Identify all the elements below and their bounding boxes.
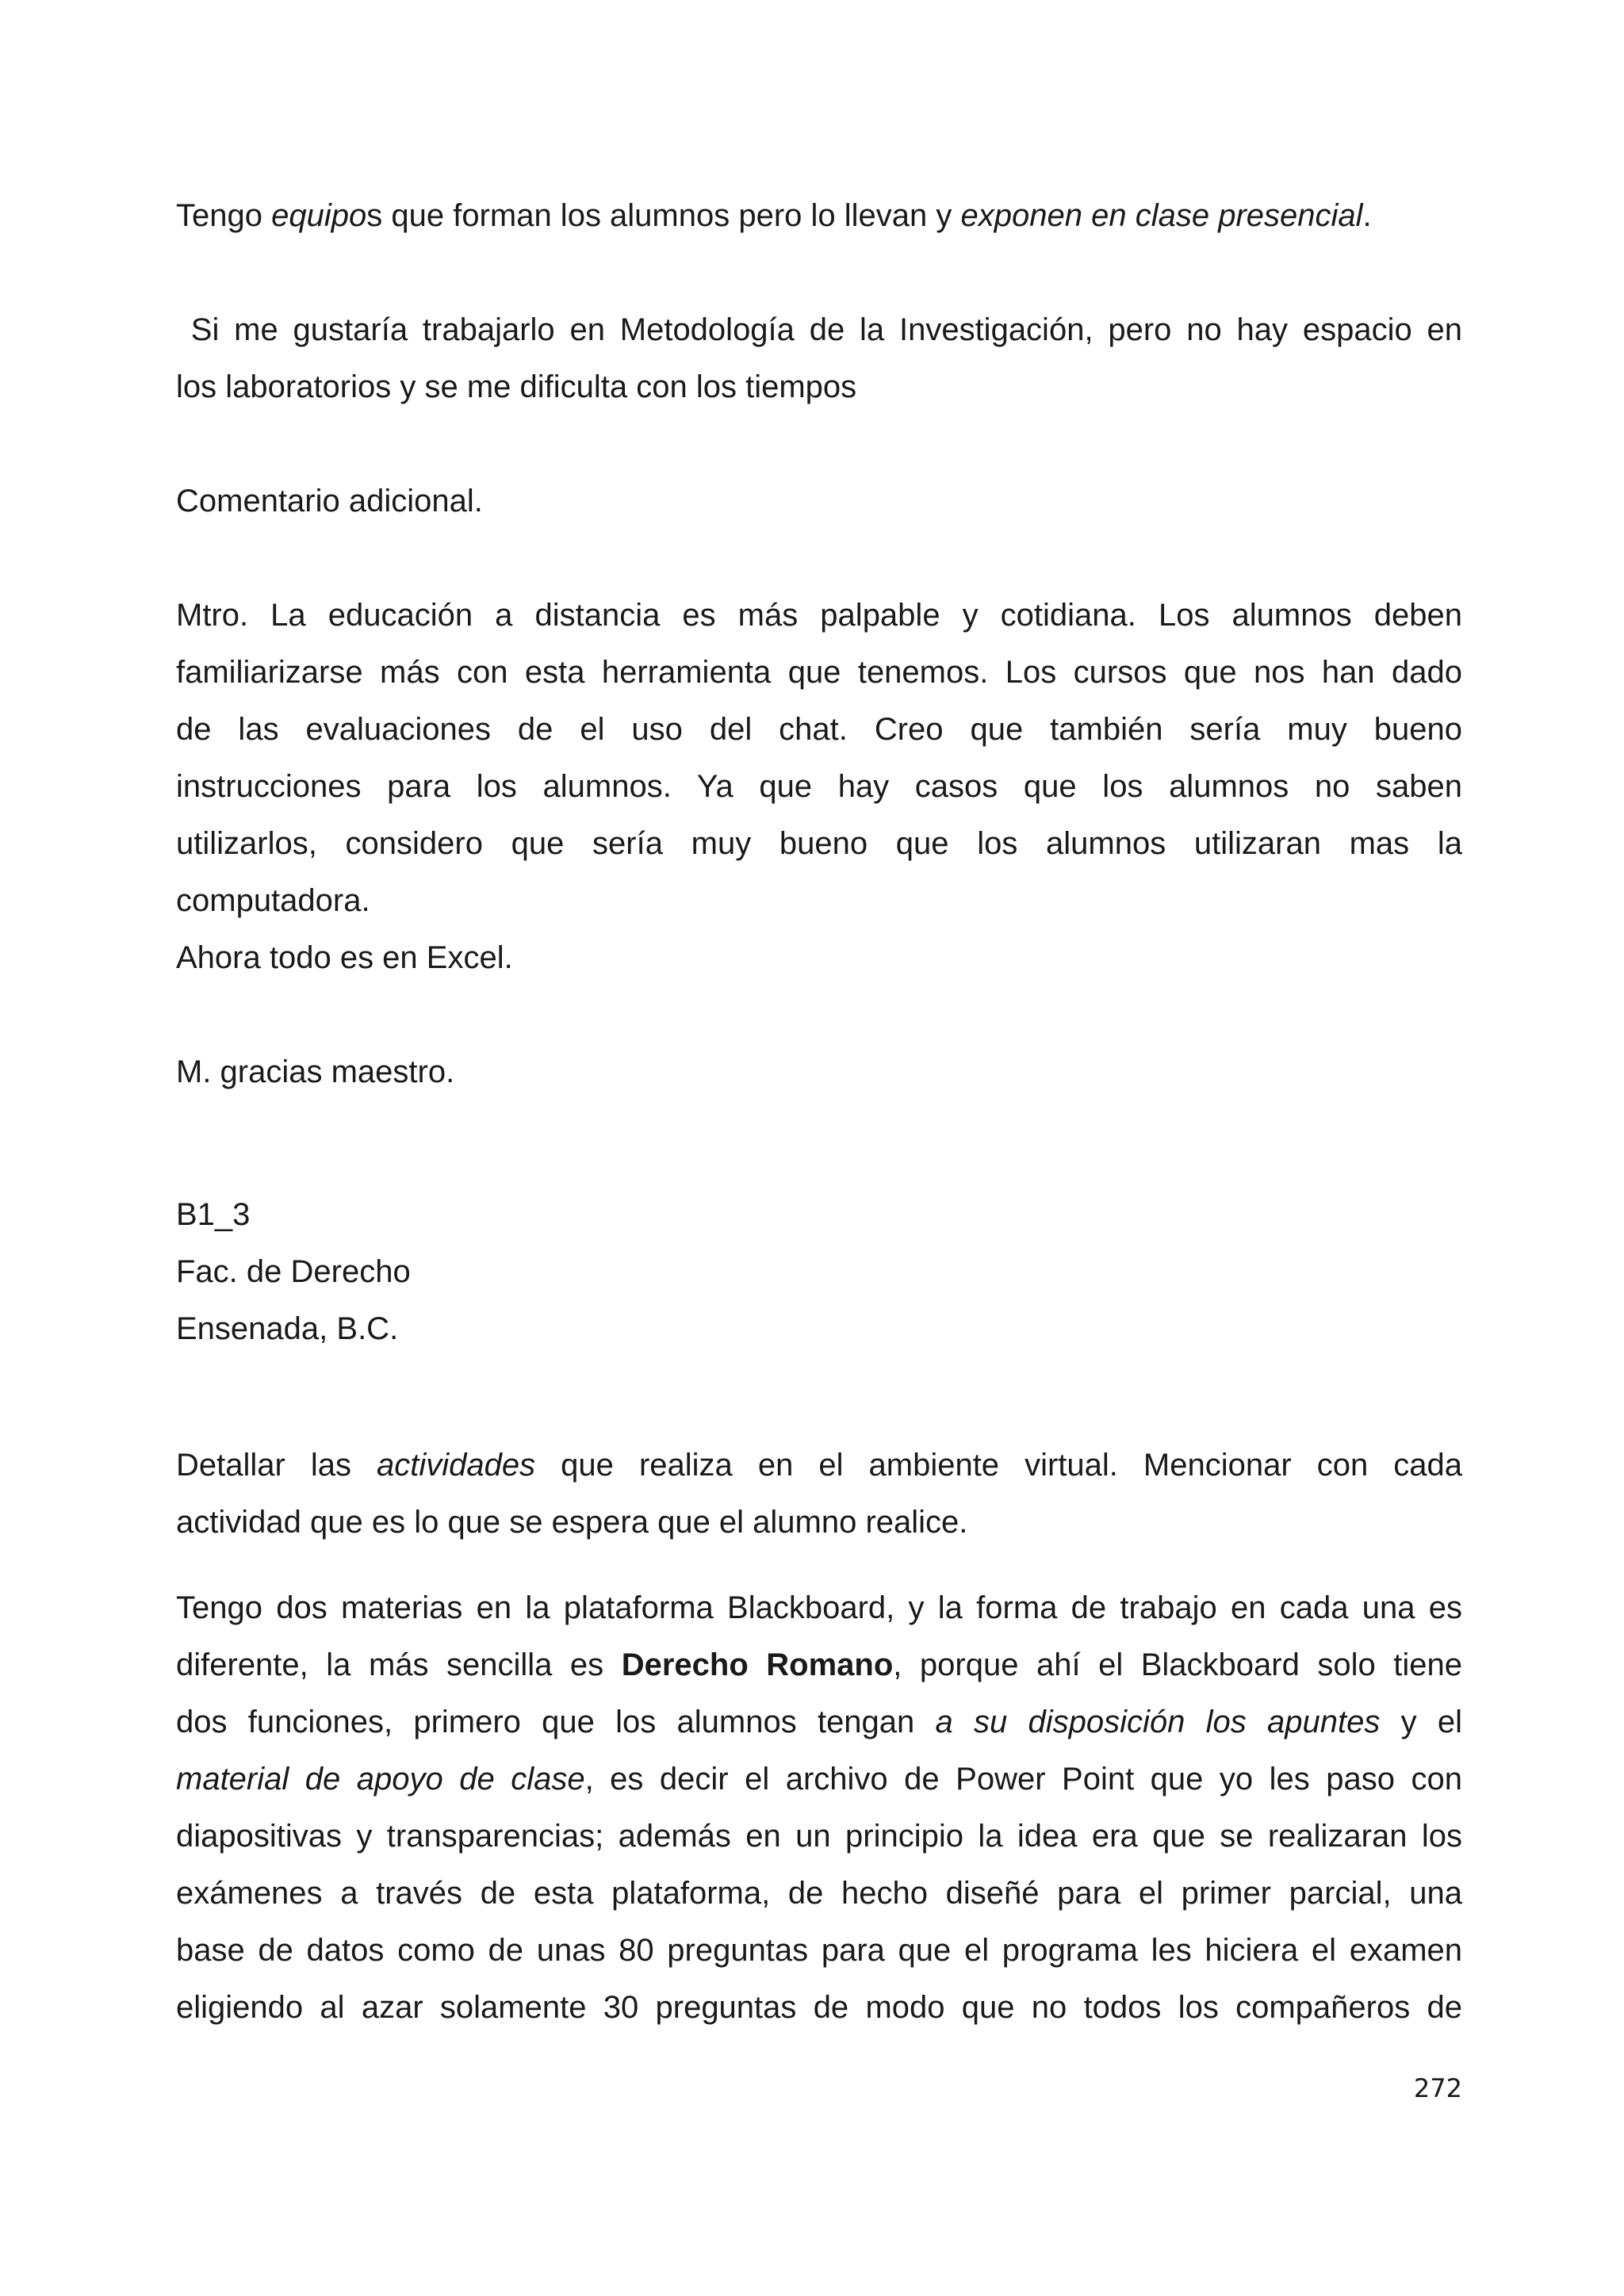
paragraph-equipos [176, 187, 1462, 244]
paragraph-blackboard [176, 1579, 1462, 2036]
text-line: material de apoyo de clase, es decir el archivo de Power Point que yo les paso con [176, 1762, 1462, 1797]
emphasis-equipo: equipo [271, 198, 367, 233]
emphasis-actividades: actividades [377, 1448, 536, 1483]
text-line: instrucciones para los alumnos. Ya que hay casos que los alumnos no saben [176, 769, 1462, 804]
text-line: exámenes a través de esta plataforma, de hecho diseñé para el primer parcial, una [176, 1876, 1462, 1911]
text-line: diapositivas y transparencias; además en un principio la idea era que se realizaran los [176, 1819, 1462, 1854]
paragraph-gracias: M. gracias maestro. [176, 1054, 455, 1089]
bold-derecho-romano: Derecho Romano [621, 1647, 894, 1682]
text-line: eligiendo al azar solamente 30 preguntas de modo que no todos los compañeros de [176, 1990, 1462, 2025]
text-line: Ahora todo es en Excel. [176, 940, 513, 975]
text-line: de las evaluaciones de el uso del chat. Creo que también sería muy bueno [176, 712, 1462, 747]
text-line: los laboratorios y se me dificulta con los tiempos [176, 369, 857, 404]
text-line: Tengo equipos que forman los alumnos pero lo llevan y exponen en clase presencial. [176, 198, 1372, 233]
interview-code: B1_3 [176, 1197, 251, 1232]
paragraph-educacion-distancia [176, 587, 1462, 986]
text-line: Si me gustaría trabajarlo en Metodología de la Investigación, pero no hay espacio en [176, 312, 1462, 347]
faculty-name: Fac. de Derecho [176, 1254, 411, 1289]
text-line: utilizarlos, considero que sería muy bueno que los alumnos utilizaran mas la [176, 826, 1462, 861]
paragraph-detallar-actividades [176, 1437, 1462, 1551]
interview-identifier-block [176, 1186, 1462, 1357]
text-line: computadora. [176, 883, 370, 918]
emphasis-material-apoyo: material de apoyo de clase [176, 1762, 585, 1797]
heading-comentario-adicional: Comentario adicional. [176, 484, 483, 519]
emphasis-exponen: exponen en clase presencial [960, 198, 1363, 233]
text-line: dos funciones, primero que los alumnos tengan a su disposición los apuntes y el [176, 1705, 1463, 1739]
text-line: Mtro. La educación a distancia es más palpable y cotidiana. Los alumnos deben [176, 598, 1462, 633]
text-line: Detallar las actividades que realiza en el ambiente virtual. Mencionar con cada [176, 1448, 1462, 1483]
text-line: familiarizarse más con esta herramienta que tenemos. Los cursos que nos han dado [176, 655, 1462, 690]
emphasis-apuntes: a su disposición los apuntes [935, 1705, 1381, 1739]
text-line: actividad que es lo que se espera que el alumno realice. [176, 1505, 968, 1540]
text-line: base de datos como de unas 80 preguntas para que el programa les hiciera el examen [176, 1933, 1462, 1968]
text-line: Tengo dos materias en la plataforma Blackboard, y la forma de trabajo en cada una es [176, 1590, 1462, 1625]
location-name: Ensenada, B.C. [176, 1311, 399, 1346]
paragraph-metodologia [176, 301, 1462, 415]
page-number: 272 [1413, 2073, 1462, 2103]
text-line: diferente, la más sencilla es Derecho Romano, porque ahí el Blackboard solo tiene [176, 1647, 1463, 1682]
